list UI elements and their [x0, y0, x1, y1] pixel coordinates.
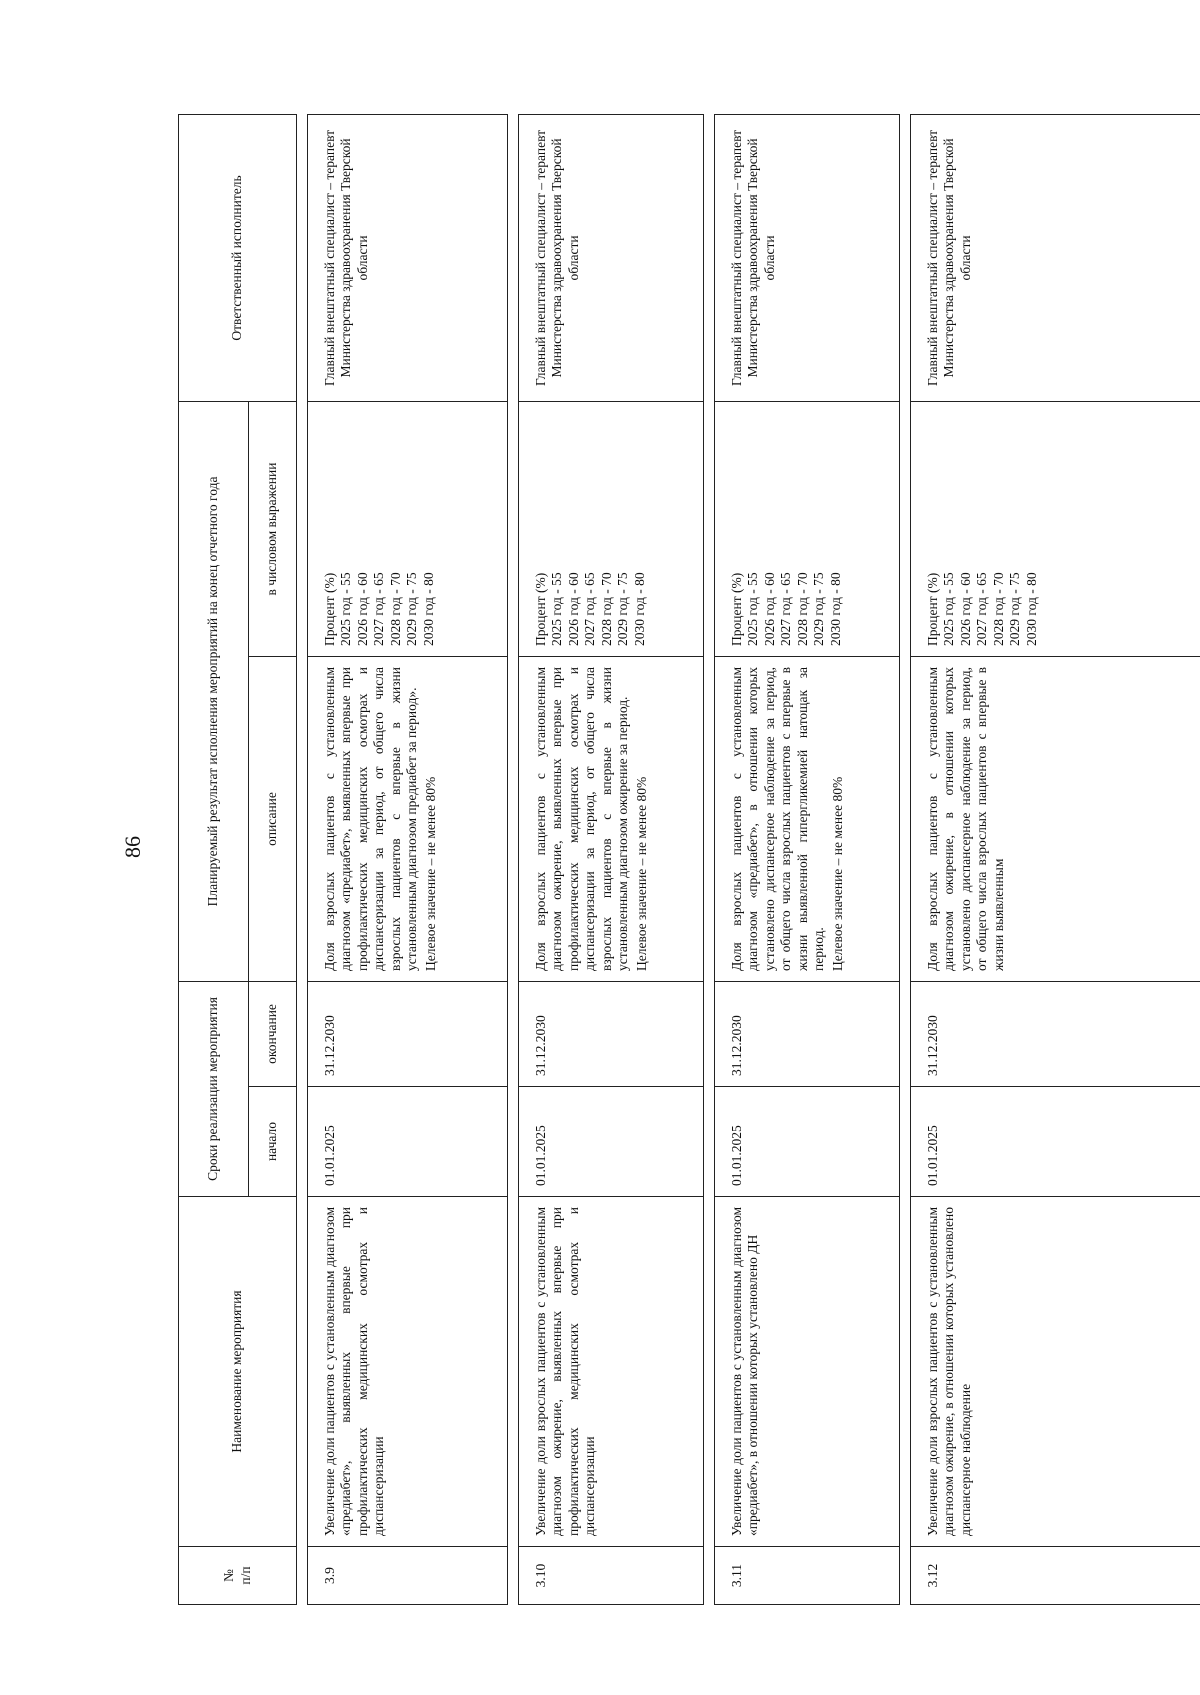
end-date: 31.12.2030 — [308, 981, 508, 1086]
table-region — [178, 115, 1200, 1605]
year-value: 2030 год - 80 — [1023, 572, 1039, 646]
start-date: 01.01.2025 — [911, 1087, 1200, 1197]
year-value: 2025 год - 55 — [941, 572, 957, 646]
description-text: Доля взрослых пациентов с установленным диагнозом ожирение, в отношении которых установлено диспансерное наблюдение за период, от общего числа взрослых пациентов с впервые в жизни выявленным — [925, 666, 1006, 971]
year-value: 2025 год - 55 — [745, 572, 761, 646]
row-number: 3.12 — [911, 1547, 1200, 1605]
row-number: 3.9 — [308, 1547, 508, 1605]
year-value: 2026 год - 60 — [957, 572, 973, 646]
table-row — [519, 114, 704, 1604]
year-value: 2025 год - 55 — [549, 572, 565, 646]
row-gap — [704, 114, 715, 1604]
target-value: Целевое значение – не менее 80% — [829, 776, 845, 971]
measure-name: Увеличение доли взрослых пациентов с установленным диагнозом ожирение, выявленных впервые при профилактических медицинских осмотрах и диспансеризации — [519, 1197, 704, 1547]
page-number: 86 — [120, 836, 145, 858]
responsible-executor: Главный внештатный специалист – терапевт Министерства здравоохранения Тверской области — [911, 114, 1200, 401]
end-date: 31.12.2030 — [519, 981, 704, 1086]
start-date: 01.01.2025 — [519, 1087, 704, 1197]
year-value: 2026 год - 60 — [761, 572, 777, 646]
header-end: окончание — [249, 981, 297, 1086]
header-num: № п/п — [179, 1547, 297, 1605]
year-value: 2028 год - 70 — [598, 572, 614, 646]
row-gap — [508, 114, 519, 1604]
responsible-executor: Главный внештатный специалист – терапевт Министерства здравоохранения Тверской области — [519, 114, 704, 401]
measures-table — [178, 114, 1200, 1605]
start-date: 01.01.2025 — [715, 1087, 900, 1197]
unit-label: Процент (%) — [533, 572, 548, 646]
description-text: Доля взрослых пациентов с установленным диагнозом «предиабет», в отношении которых установлено диспансерное наблюдение за период, от общего числа взрослых пациентов с впервые в жизни выявленной гипергликемией натощак за период. — [729, 666, 827, 971]
year-value: 2029 год - 75 — [1007, 572, 1023, 646]
measure-name: Увеличение доли пациентов с установленным диагнозом «предиабет», в отношении которых установлено ДН — [715, 1197, 900, 1547]
year-value: 2029 год - 75 — [811, 572, 827, 646]
end-date: 31.12.2030 — [911, 981, 1200, 1086]
year-value: 2027 год - 65 — [582, 572, 598, 646]
header-numeric: в числовом выражении — [249, 401, 297, 656]
result-description — [519, 656, 704, 981]
description-text: Доля взрослых пациентов с установленным диагнозом «предиабет», выявленных впервые при профилактических медицинских осмотрах и диспансеризации за период, от общего числа взрослых пациентов с впервые в жизни установленным диагнозом предиабет за период». — [322, 666, 420, 971]
numeric-values — [715, 401, 900, 656]
table-row — [911, 114, 1200, 1604]
year-value: 2027 год - 65 — [974, 572, 990, 646]
responsible-executor: Главный внештатный специалист – терапевт Министерства здравоохранения Тверской области — [715, 114, 900, 401]
header-name: Наименование мероприятия — [179, 1197, 297, 1547]
responsible-executor: Главный внештатный специалист – терапевт Министерства здравоохранения Тверской области — [308, 114, 508, 401]
row-number: 3.11 — [715, 1547, 900, 1605]
numeric-values — [308, 401, 508, 656]
row-gap — [900, 114, 911, 1604]
year-value: 2027 год - 65 — [778, 572, 794, 646]
header-terms: Сроки реализации мероприятия — [179, 981, 249, 1196]
unit-label: Процент (%) — [925, 572, 940, 646]
row-number: 3.10 — [519, 1547, 704, 1605]
year-value: 2026 год - 60 — [354, 572, 370, 646]
header-result: Планируемый результат исполнения мероприятий на конец отчетного года — [179, 401, 249, 981]
header-desc: описание — [249, 656, 297, 981]
year-value: 2030 год - 80 — [631, 572, 647, 646]
numeric-values — [519, 401, 704, 656]
year-value: 2028 год - 70 — [387, 572, 403, 646]
target-value: Целевое значение – не менее 80% — [633, 776, 649, 971]
unit-label: Процент (%) — [729, 572, 744, 646]
table-row — [715, 114, 900, 1604]
header-responsible: Ответственный исполнитель — [179, 114, 297, 401]
header-start: начало — [249, 1087, 297, 1197]
year-value: 2029 год - 75 — [404, 572, 420, 646]
table-row — [308, 114, 508, 1604]
numeric-values — [911, 401, 1200, 656]
measure-name: Увеличение доли взрослых пациентов с установленным диагнозом ожирение, в отношении которых установлено диспансерное наблюдение — [911, 1197, 1200, 1547]
year-value: 2026 год - 60 — [565, 572, 581, 646]
result-description — [715, 656, 900, 981]
result-description — [308, 656, 508, 981]
start-date: 01.01.2025 — [308, 1087, 508, 1197]
year-value: 2030 год - 80 — [827, 572, 843, 646]
description-text: Доля взрослых пациентов с установленным диагнозом ожирение, выявленных впервые при профилактических медицинских осмотрах и диспансеризации за период, от общего числа взрослых пациентов с впервые в жизни установленным диагнозом ожирение за период. — [533, 666, 631, 971]
year-value: 2030 год - 80 — [420, 572, 436, 646]
year-value: 2027 год - 65 — [371, 572, 387, 646]
year-value: 2028 год - 70 — [990, 572, 1006, 646]
unit-label: Процент (%) — [322, 572, 337, 646]
year-value: 2029 год - 75 — [615, 572, 631, 646]
rotated-table-container — [178, 115, 1200, 1605]
year-value: 2028 год - 70 — [794, 572, 810, 646]
year-value: 2025 год - 55 — [338, 572, 354, 646]
header-gap — [297, 114, 308, 1604]
end-date: 31.12.2030 — [715, 981, 900, 1086]
target-value: Целевое значение – не менее 80% — [422, 776, 438, 971]
result-description — [911, 656, 1200, 981]
measure-name: Увеличение доли пациентов с установленным диагнозом «предиабет», выявленных впервые при профилактических медицинских осмотрах и диспансеризации — [308, 1197, 508, 1547]
